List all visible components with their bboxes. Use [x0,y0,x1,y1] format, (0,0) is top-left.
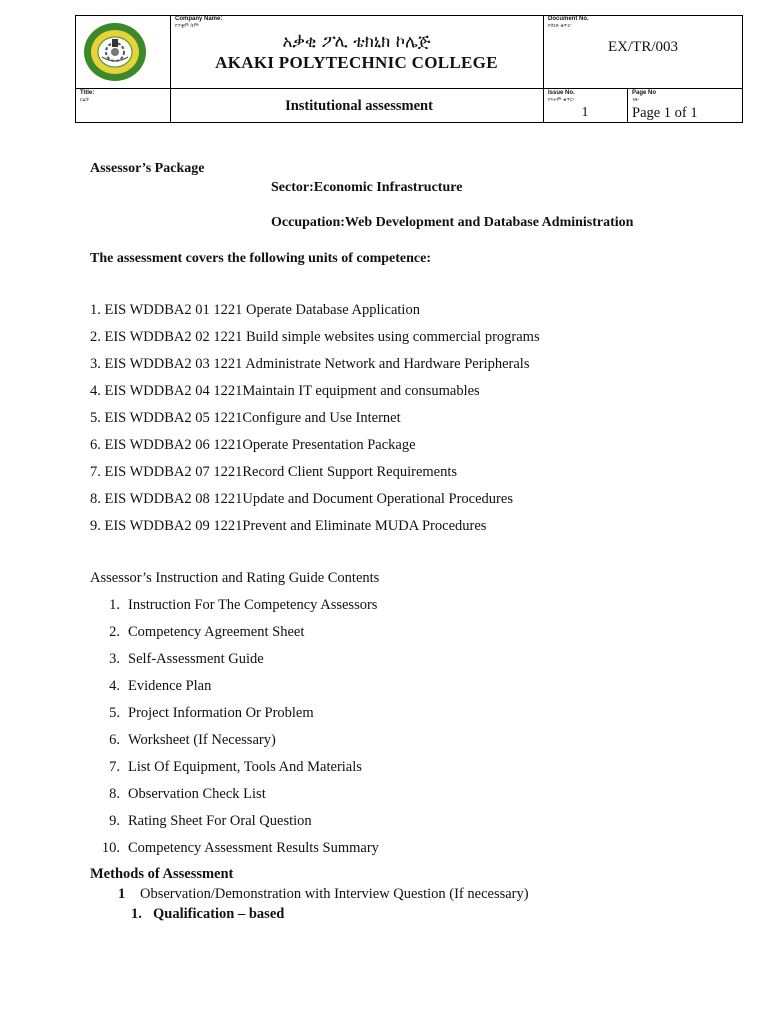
contents-item [96,624,379,651]
contents-item-text: Observation Check List [128,786,266,802]
contents-item-text: Self-Assessment Guide [128,651,264,667]
contents-item [96,732,379,759]
college-logo [82,21,148,83]
contents-item-text: Competency Agreement Sheet [128,624,305,640]
page-no-label-amharic: ገጽ፡ [632,97,640,103]
issue-no-label: Issue No. [548,90,575,96]
document-title: Institutional assessment [285,98,433,114]
occupation-line: Occupation:Web Development and Database Administration [271,215,634,230]
contents-item-number: 7. [109,759,120,775]
contents-list [96,597,379,867]
contents-item-text: List Of Equipment, Tools And Materials [128,759,362,775]
units-intro: The assessment covers the following units of competence: [90,251,432,266]
contents-item [96,651,379,678]
document-no-label-amharic: የሰነድ ቁጥር፡ [548,23,572,29]
method-number: 1 [118,886,126,902]
header-divider [75,88,743,89]
contents-item [96,786,379,813]
method-text: Observation/Demonstration with Interview Question (If necessary) [140,886,529,902]
qualification-item [131,906,284,923]
page-no: Page 1 of 1 [632,105,698,121]
contents-item-text: Instruction For The Competency Assessors [128,597,378,613]
unit-item: 7. EIS WDDBA2 07 1221Record Client Support Requirements [90,464,458,480]
contents-item [96,678,379,705]
contents-item [96,597,379,624]
contents-item-text: Worksheet (If Necessary) [128,732,276,748]
contents-item-number: 8. [109,786,120,802]
unit-item: 9. EIS WDDBA2 09 1221Prevent and Eliminate MUDA Procedures [90,518,487,534]
method-item [118,886,529,903]
contents-item-number: 4. [109,678,120,694]
document-no-label: Document No. [548,16,589,22]
contents-item [96,813,379,840]
contents-item-number: 1. [109,597,120,613]
unit-item: 4. EIS WDDBA2 04 1221Maintain IT equipment and consumables [90,383,480,399]
contents-item-text: Evidence Plan [128,678,212,694]
contents-item-number: 3. [109,651,120,667]
unit-item: 1. EIS WDDBA2 01 1221 Operate Database Application [90,302,420,318]
company-label-amharic: የተቋም ስም፡ [175,23,200,29]
package-heading: Assessor’s Package [90,161,205,176]
qualification-number: 1. [131,906,142,922]
contents-item-number: 5. [109,705,120,721]
page-no-label: Page No [632,90,657,96]
contents-item [96,705,379,732]
contents-item [96,840,379,867]
contents-item-number: 10. [101,840,120,856]
contents-item-number: 9. [109,813,120,829]
unit-item: 3. EIS WDDBA2 03 1221 Administrate Network and Hardware Peripherals [90,356,530,372]
unit-item: 5. EIS WDDBA2 05 1221Configure and Use Internet [90,410,401,426]
contents-item-text: Competency Assessment Results Summary [128,840,379,856]
issue-no-label-amharic: የእትም ቁጥር፡ [548,97,575,103]
methods-heading: Methods of Assessment [90,866,234,882]
title-label-amharic: ርዕስ፡ [80,97,90,103]
contents-heading: Assessor’s Instruction and Rating Guide Contents [90,570,380,586]
contents-item [96,759,379,786]
unit-item: 8. EIS WDDBA2 08 1221Update and Document Operational Procedures [90,491,513,507]
document-no: EX/TR/003 [608,39,678,55]
units-list [90,302,540,545]
contents-item-number: 2. [109,624,120,640]
contents-item-text: Rating Sheet For Oral Question [128,813,312,829]
qualification-text: Qualification – based [153,906,285,922]
college-name: AKAKI POLYTECHNIC COLLEGE [215,53,498,72]
contents-item-number: 6. [109,732,120,748]
college-name-amharic: አቃቂ ፖሊ ቴክኒክ ኮሌጅ [282,32,431,52]
unit-item: 6. EIS WDDBA2 06 1221Operate Presentation Package [90,437,416,453]
title-label: Title: [80,90,95,96]
unit-item: 2. EIS WDDBA2 02 1221 Build simple websites using commercial programs [90,329,540,345]
issue-no: 1 [581,105,589,120]
contents-item-text: Project Information Or Problem [128,705,314,721]
company-label: Company Name: [175,16,223,22]
header-divider [627,88,628,123]
sector-line: Sector:Economic Infrastructure [271,180,463,195]
